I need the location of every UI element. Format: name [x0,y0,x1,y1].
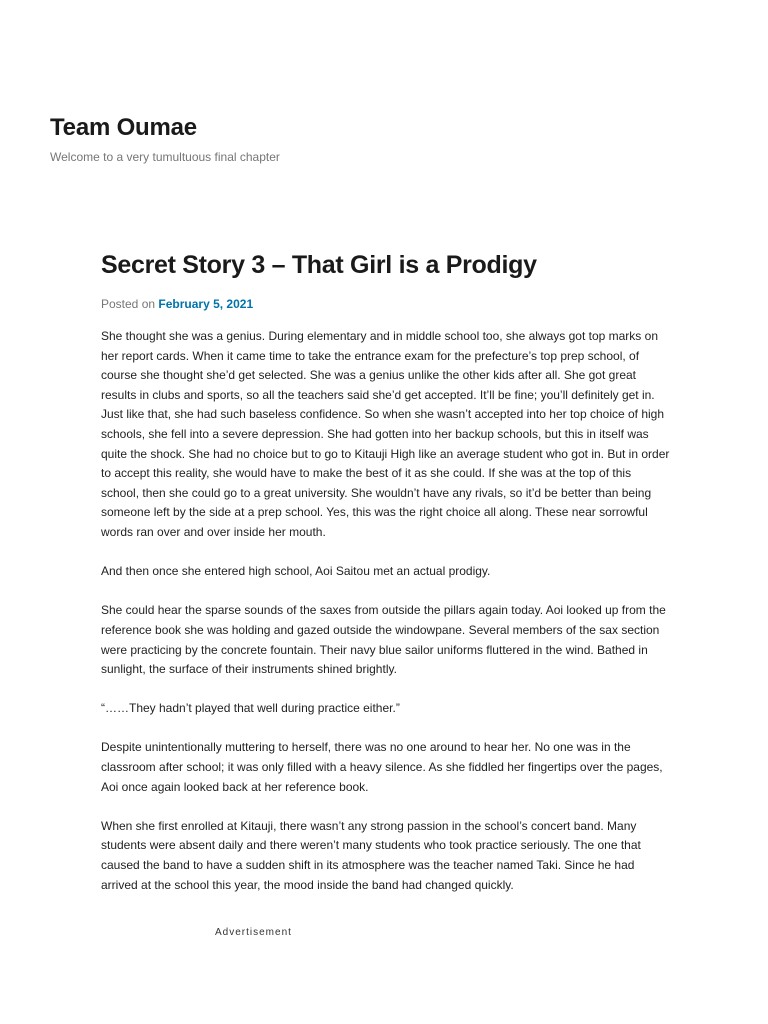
post-article [101,247,671,915]
post-date-link[interactable]: February 5, 2021 [158,297,254,311]
site-description: Welcome to a very tumultuous final chapter [50,150,280,164]
post-paragraph: She thought she was a genius. During elementary and in middle school too, she always got top marks on her report cards. When it came time to take the entrance exam for the prefecture’s top prep school, of course she thought she’d get selected. She was a genius unlike the other kids after all. She got great results in clubs and sports, so all the teachers said she’d get accepted. It’ll be fine; you’ll definitely get in. Just like that, she had such baseless confidence. So when she wasn’t accepted into her top choice of high schools, she fell into a severe depression. She had gotten into her backup schools, but this in itself was quite the shock. She had no choice but to go to Kitauji High like an average student who got in. But in order to accept this reality, she would have to make the best of it as she could. If she was at the top of this school, then she could go to a great university. She wouldn’t have any rivals, so it’d be better than being someone left by the side at a prep school. Yes, this was the right choice all along. These near sorrowful words ran over and over inside her mouth. [101,329,670,539]
posted-on-label: Posted on [101,297,156,311]
post-paragraph: Despite unintentionally muttering to herself, there was no one around to hear her. No one was in the classroom after school; it was only filled with a heavy silence. As she fiddled her fingertips over the pages, Aoi once again looked back at her reference book. [101,740,663,794]
post-paragraph: She could hear the sparse sounds of the saxes from outside the pillars again today. Aoi looked up from the reference book she was holding and gazed outside the windowpane. Several members of the sax section were practicing by the concrete fountain. Their navy blue sailor uniforms fluttered in the wind. Bathed in sunlight, the surface of their instruments shined brightly. [101,603,666,677]
post-title: Secret Story 3 – That Girl is a Prodigy [101,251,537,279]
post-paragraph: “……They hadn’t played that well during practice either.” [101,701,400,716]
site-header [50,112,710,166]
post-paragraph: And then once she entered high school, Aoi Saitou met an actual prodigy. [101,564,491,579]
post-content [101,327,671,895]
site-title-link[interactable]: Team Oumae [50,114,197,141]
advertisement-label: Advertisement [215,927,292,938]
post-meta [101,295,671,313]
post-paragraph: When she first enrolled at Kitauji, there wasn’t any strong passion in the school’s concert band. Many students were absent daily and there weren’t many students who took practice seriously. The one that caused the band to have a sudden shift in its atmosphere was the teacher named Taki. Since he had arrived at the school this year, the mood inside the band had changed quickly. [101,818,641,892]
